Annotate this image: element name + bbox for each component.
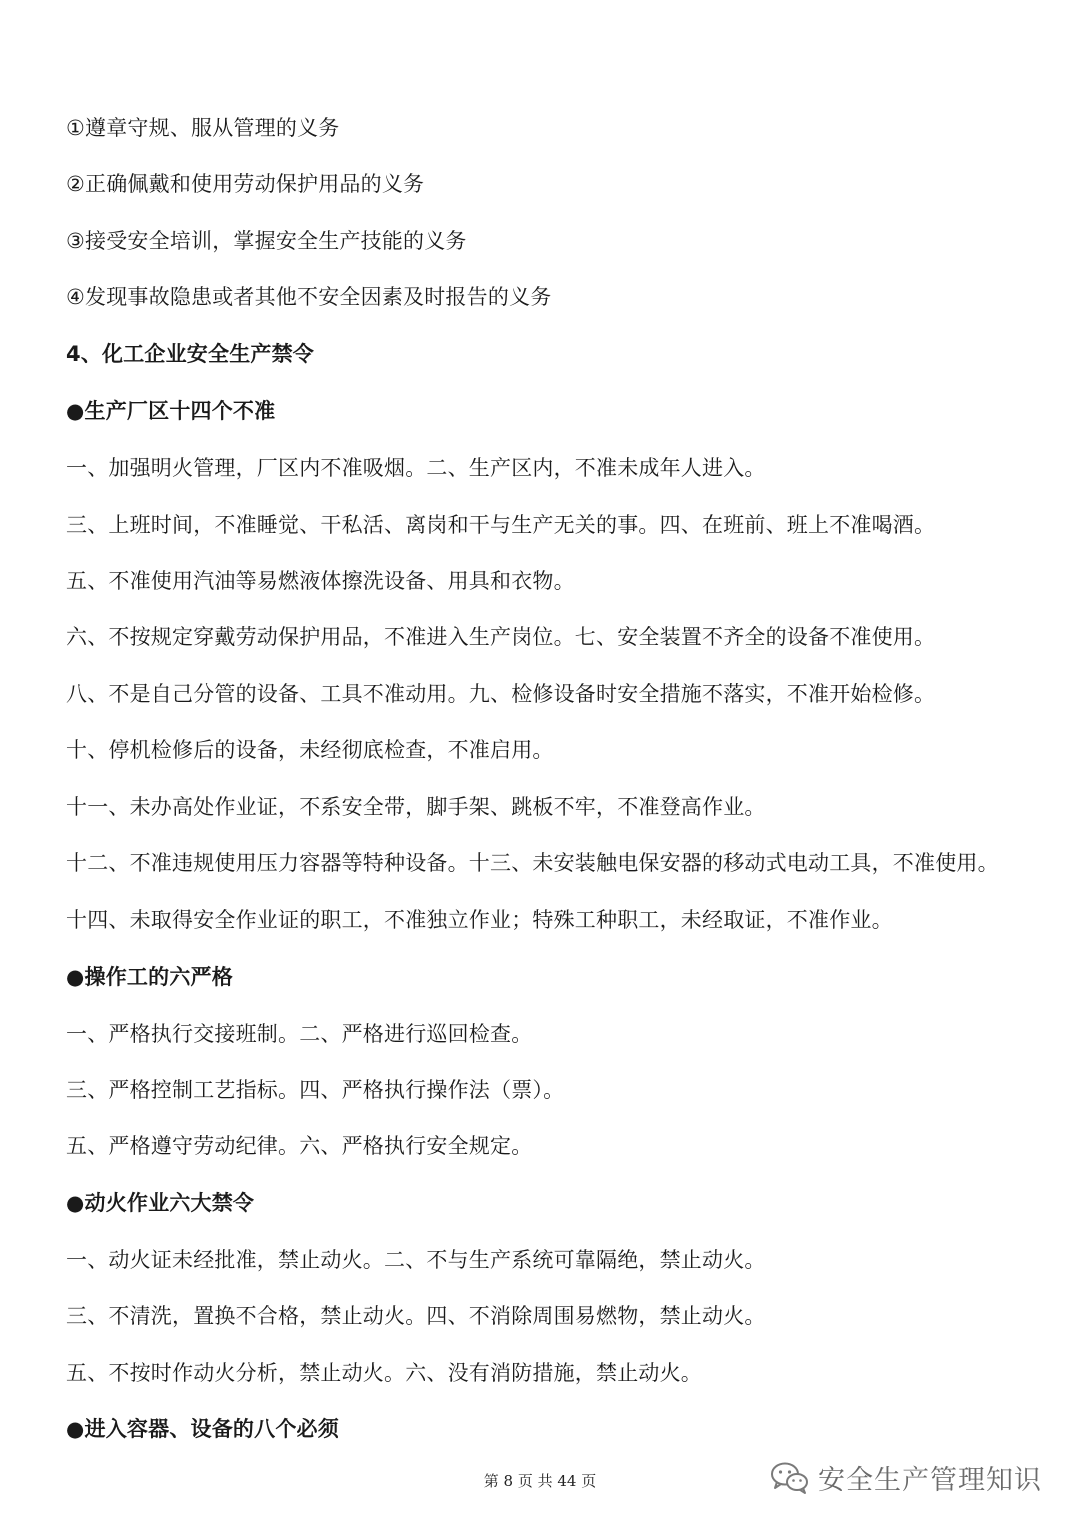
subheading-fourteen-rules: ●生产厂区十四个不准: [66, 399, 276, 423]
watermark-text: 安全生产管理知识: [818, 1465, 1042, 1496]
strict-line: 三、严格控制工艺指标。四、严格执行操作法（票）。: [66, 1078, 565, 1102]
hot-work-line: 三、不清洗，置换不合格，禁止动火。四、不消除周围易燃物，禁止动火。: [66, 1304, 766, 1328]
strict-line: 一、严格执行交接班制。二、严格进行巡回检查。: [66, 1022, 533, 1046]
duty-item-3: ③接受安全培训，掌握安全生产技能的义务: [66, 229, 467, 253]
rule-line: 十一、未办高处作业证，不系安全带，脚手架、跳板不牢，不准登高作业。: [66, 795, 766, 819]
section-title: 4、化工企业安全生产禁令: [66, 342, 315, 366]
duty-item-2: ②正确佩戴和使用劳动保护用品的义务: [66, 172, 425, 196]
rule-line: 一、加强明火管理，厂区内不准吸烟。二、生产区内，不准未成年人进入。: [66, 456, 766, 480]
rule-line: 八、不是自己分管的设备、工具不准动用。九、检修设备时安全措施不落实，不准开始检修。: [66, 682, 936, 706]
rule-line: 五、不准使用汽油等易燃液体擦洗设备、用具和衣物。: [66, 569, 575, 593]
page-number: 第 8 页 共 44 页: [483, 1472, 597, 1490]
strict-line: 五、严格遵守劳动纪律。六、严格执行安全规定。: [66, 1134, 533, 1158]
wechat-icon: [770, 1461, 810, 1495]
duty-item-1: ①遵章守规、服从管理的义务: [66, 116, 340, 140]
rule-line: 六、不按规定穿戴劳动保护用品，不准进入生产岗位。七、安全装置不齐全的设备不准使用。: [66, 625, 936, 649]
subheading-hot-work: ●动火作业六大禁令: [66, 1191, 255, 1215]
rule-line: 十二、不准违规使用压力容器等特种设备。十三、未安装触电保安器的移动式电动工具，不准使用。: [66, 851, 999, 875]
rule-line: 三、上班时间，不准睡觉、干私活、离岗和干与生产无关的事。四、在班前、班上不准喝酒。: [66, 513, 936, 537]
rule-line: 十四、未取得安全作业证的职工，不准独立作业；特殊工种职工，未经取证，不准作业。: [66, 908, 893, 932]
duty-item-4: ④发现事故隐患或者其他不安全因素及时报告的义务: [66, 285, 552, 309]
hot-work-line: 五、不按时作动火分析，禁止动火。六、没有消防措施，禁止动火。: [66, 1361, 702, 1385]
rule-line: 十、停机检修后的设备，未经彻底检查，不准启用。: [66, 738, 554, 762]
hot-work-line: 一、动火证未经批准，禁止动火。二、不与生产系统可靠隔绝，禁止动火。: [66, 1248, 766, 1272]
subheading-six-strict: ●操作工的六严格: [66, 965, 233, 989]
watermark: [770, 1458, 1042, 1497]
subheading-vessel-entry: ●进入容器、设备的八个必须: [66, 1417, 339, 1441]
